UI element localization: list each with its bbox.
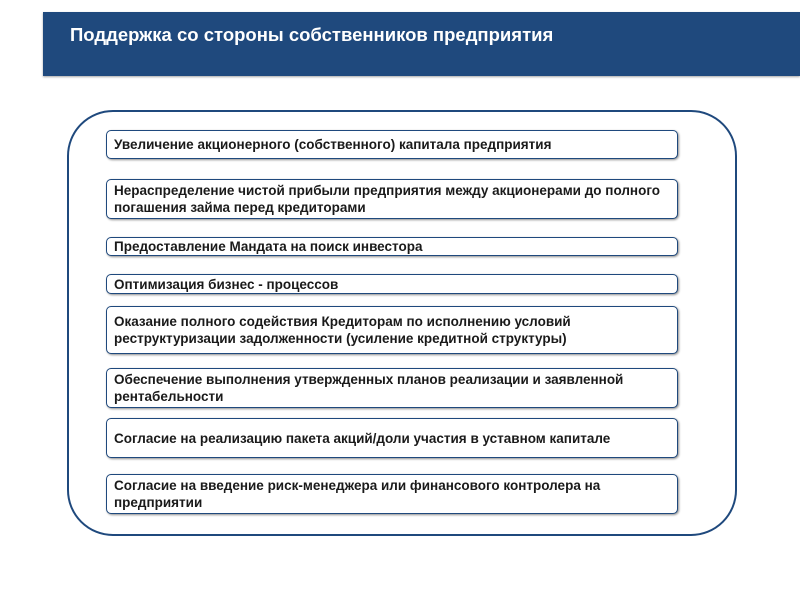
list-item-text: Оказание полного содействия Кредиторам по исполнению условий реструктуризации задолженности (усиление кредитной структуры) xyxy=(114,314,571,346)
list-item-text: Предоставление Мандата на поиск инвестора xyxy=(114,239,423,254)
list-item-risk-manager-consent xyxy=(106,474,678,514)
list-item-text: Увеличение акционерного (собственного) капитала предприятия xyxy=(114,137,552,152)
list-item-text: Обеспечение выполнения утвержденных планов реализации и заявленной рентабельности xyxy=(114,372,624,404)
list-item-text: Оптимизация бизнес - процессов xyxy=(114,276,339,292)
list-item-profit-retention xyxy=(106,179,678,219)
list-item-text: Согласие на реализацию пакета акций/доли участия в уставном капитале xyxy=(114,430,611,446)
list-item-text: Согласие на введение риск-менеджера или финансового контролера на предприятии xyxy=(114,478,601,510)
page-title: Поддержка со стороны собственников предприятия xyxy=(70,24,554,45)
list-item-investor-mandate xyxy=(106,237,678,256)
list-item-creditor-support xyxy=(106,306,678,354)
list-item-equity-increase xyxy=(106,130,678,159)
list-item-plan-execution xyxy=(106,368,678,408)
list-item-process-optimization xyxy=(106,274,678,294)
list-item-text: Нераспределение чистой прибыли предприятия между акционерами до полного погашения займа перед кредиторами xyxy=(114,183,661,215)
list-item-share-sale-consent xyxy=(106,418,678,458)
